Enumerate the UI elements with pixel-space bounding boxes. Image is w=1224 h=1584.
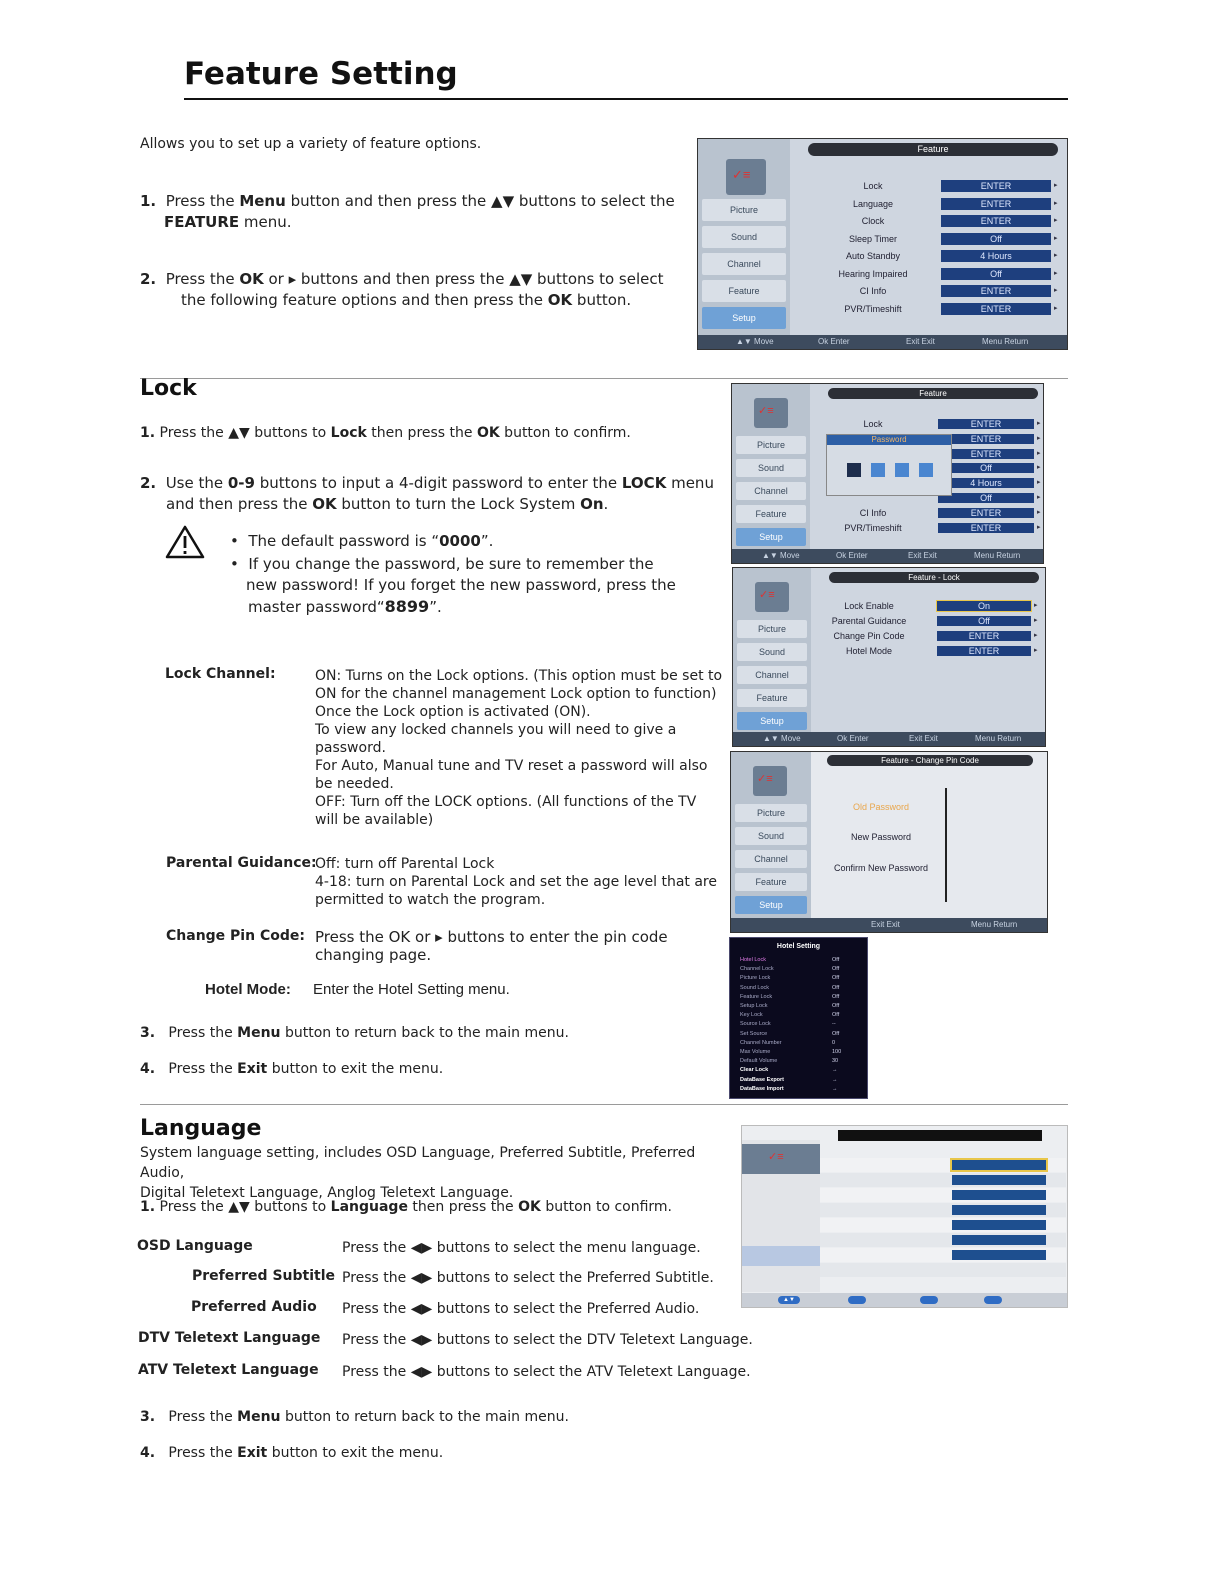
hotel-row-label: Set Source xyxy=(740,1030,768,1037)
hotel-row-value[interactable]: 30 xyxy=(832,1058,839,1065)
row-label: CI Info xyxy=(859,286,887,296)
desc-line: OFF: Turn off the LOCK options. (All functions of the TV xyxy=(315,794,697,810)
hotel-row-label: Default Volume xyxy=(740,1058,778,1065)
language-step-3: 3. Press the Menu button to return back to the main menu. xyxy=(140,1409,569,1425)
language-step-1: 1. Press the ▲▼ buttons to Language then press the OK button to confirm. xyxy=(140,1199,673,1215)
menu-row[interactable] xyxy=(698,232,1067,246)
row-value[interactable]: Off xyxy=(938,493,1034,503)
row-label: Hotel Mode xyxy=(845,646,893,656)
desc-line: For Auto, Manual tune and TV reset a password will also xyxy=(315,758,708,774)
row-value[interactable] xyxy=(952,1190,1046,1200)
sidebar-item-sound[interactable]: Sound xyxy=(737,643,807,661)
row-value[interactable]: ENTER xyxy=(938,434,1034,444)
hotel-row[interactable] xyxy=(740,974,858,982)
sidebar-item-channel[interactable]: Channel xyxy=(737,666,807,684)
hotel-row-value[interactable]: 100 xyxy=(832,1049,842,1055)
password-popup: Password xyxy=(826,434,952,496)
osd-language-desc: Press the ◀▶ buttons to select the menu language. xyxy=(342,1240,701,1256)
row-value[interactable]: ENTER xyxy=(941,198,1051,210)
sidebar-item-feature[interactable]: Feature xyxy=(737,689,807,707)
sidebar-item-setup[interactable]: Setup xyxy=(736,528,806,546)
divider xyxy=(945,788,947,902)
menu-row[interactable] xyxy=(733,645,1045,657)
menu-row[interactable] xyxy=(733,615,1045,627)
desc-line: To view any locked channels you will need to give a password. xyxy=(315,722,677,756)
hotel-row-value[interactable]: Off xyxy=(832,975,840,982)
arrow-right-icon: ▸ xyxy=(1037,449,1041,457)
arrow-right-icon: ▸ xyxy=(1054,234,1058,242)
sidebar-item-feature[interactable]: Feature xyxy=(702,280,786,302)
arrow-right-icon: ▸ xyxy=(1034,647,1038,654)
sidebar-item-channel[interactable]: Channel xyxy=(736,482,806,500)
checklist-pencil-icon: ✓≡ xyxy=(754,398,788,428)
hotel-row-label: Max Volume xyxy=(740,1049,771,1055)
hotel-row-label: Setup Lock xyxy=(740,1003,768,1009)
desc-line: be needed. xyxy=(315,776,394,792)
hotel-row-value[interactable]: → xyxy=(832,1085,838,1092)
hotel-row-value[interactable]: Off xyxy=(832,966,840,973)
row-value[interactable]: 4 Hours xyxy=(941,250,1051,262)
password-screen xyxy=(731,383,1044,564)
row-value[interactable]: ENTER xyxy=(941,303,1051,315)
hotel-row-value[interactable]: Off xyxy=(832,993,840,1000)
language-menu-screen xyxy=(741,1125,1068,1308)
hotel-row-value[interactable]: Off xyxy=(832,957,840,963)
row-label: Language xyxy=(852,198,894,209)
page-title: Feature Setting xyxy=(184,56,458,92)
intro-text: Allows you to set up a variety of feature options. xyxy=(140,136,482,152)
hotel-row[interactable] xyxy=(740,1048,858,1056)
note-master-password: • If you change the password, be sure to remember the new password! If you forget the new password, press the master password“8899”. xyxy=(230,555,676,616)
sidebar-item-feature[interactable]: Feature xyxy=(736,505,806,523)
row-label: Clock xyxy=(861,216,885,226)
lock-step-1: 1. Press the ▲▼ buttons to Lock then press the OK button to confirm. xyxy=(140,425,631,441)
row-label: Lock xyxy=(863,419,883,429)
preferred-audio-label: Preferred Audio xyxy=(191,1299,317,1315)
arrow-right-icon: ▸ xyxy=(1037,523,1041,531)
menu-row[interactable] xyxy=(698,249,1067,263)
hotel-row-value[interactable]: -- xyxy=(832,1021,836,1028)
arrow-right-icon: ▸ xyxy=(1034,617,1038,624)
language-step-4: 4. Press the Exit button to exit the menu. xyxy=(140,1445,444,1461)
row-label: CI Info xyxy=(859,507,887,518)
sidebar-item-picture[interactable]: Picture xyxy=(735,804,807,822)
arrow-right-icon: ▸ xyxy=(1034,632,1038,639)
dtv-teletext-desc: Press the ◀▶ buttons to select the DTV Teletext Language. xyxy=(342,1332,753,1348)
screen-footer: ▲▼ xyxy=(742,1293,1067,1307)
checklist-pencil-icon: ✓≡ xyxy=(753,766,787,796)
row-value[interactable]: ENTER xyxy=(941,285,1051,297)
desc-line: ON for the channel management Lock option to function) xyxy=(315,686,717,702)
menu-row[interactable] xyxy=(732,522,1043,534)
screen-header: Hotel Setting xyxy=(776,943,821,950)
screen-header xyxy=(838,1130,1042,1141)
row-value[interactable]: Off xyxy=(937,616,1031,626)
menu-row[interactable] xyxy=(698,302,1067,316)
hotel-row-label: Picture Lock xyxy=(740,975,771,982)
menu-row[interactable] xyxy=(698,179,1067,193)
row-label: Change Pin Code xyxy=(833,631,905,641)
note-default-password: • The default password is “0000”. xyxy=(230,532,494,550)
row-label: Auto Standby xyxy=(845,251,901,261)
menu-row[interactable] xyxy=(698,267,1067,281)
selected-sidebar-item[interactable] xyxy=(742,1246,820,1266)
preferred-subtitle-label: Preferred Subtitle xyxy=(192,1268,335,1284)
arrow-right-icon: ▸ xyxy=(1034,602,1038,609)
sidebar-item-feature[interactable]: Feature xyxy=(735,873,807,891)
arrow-right-icon: ▸ xyxy=(1037,434,1041,442)
hotel-row-value[interactable]: Off xyxy=(832,1012,840,1019)
pin-digit-box[interactable] xyxy=(919,463,933,477)
sidebar-item-picture[interactable]: Picture xyxy=(736,436,806,454)
sidebar-item-setup[interactable]: Setup xyxy=(737,712,807,730)
lock-step-4: 4. Press the Exit button to exit the menu. xyxy=(140,1061,444,1077)
menu-row[interactable] xyxy=(820,1263,1066,1277)
desc-line: Press the OK or ▸ buttons to enter the pin code xyxy=(315,928,668,946)
hotel-row-label: Clear Lock xyxy=(740,1067,769,1074)
hotel-setting-screen xyxy=(729,937,868,1099)
preferred-subtitle-desc: Press the ◀▶ buttons to select the Preferred Subtitle. xyxy=(342,1270,714,1286)
hotel-row-value[interactable]: → xyxy=(832,1067,838,1074)
screen-header: Feature - Lock xyxy=(829,572,1039,583)
row-value[interactable] xyxy=(952,1205,1046,1215)
change-pin-desc xyxy=(315,928,735,964)
feature-menu-screen xyxy=(697,138,1068,350)
sidebar-item-setup[interactable]: Setup xyxy=(735,896,807,914)
hotel-row-label: Sound Lock xyxy=(740,984,770,991)
row-value[interactable]: ENTER xyxy=(937,646,1031,656)
hotel-row-label: Source Lock xyxy=(740,1021,771,1028)
menu-row[interactable] xyxy=(732,418,1043,430)
screen-footer: ▲▼ Move Ok Enter Exit Exit Menu Return xyxy=(733,732,1045,746)
sidebar-item-sound[interactable]: Sound xyxy=(735,827,807,845)
intro-step-1: 1. Press the Menu button and then press the ▲▼ buttons to select the FEATURE menu. xyxy=(140,192,675,231)
hotel-row-value[interactable]: Off xyxy=(832,984,840,991)
arrow-right-icon: ▸ xyxy=(1054,252,1058,259)
hotel-row[interactable] xyxy=(740,1030,858,1038)
hotel-row[interactable] xyxy=(740,1011,858,1019)
arrow-right-icon: ▸ xyxy=(1054,287,1058,294)
row-value[interactable]: On xyxy=(937,601,1031,611)
menu-row[interactable] xyxy=(732,507,1043,519)
sidebar-item-channel[interactable]: Channel xyxy=(735,850,807,868)
title-rule xyxy=(184,98,1068,100)
sidebar-item-sound[interactable]: Sound xyxy=(702,226,786,248)
language-heading: Language xyxy=(140,1116,262,1141)
change-pin-label: Change Pin Code: xyxy=(166,928,305,944)
lock-channel-label: Lock Channel: xyxy=(165,666,276,682)
arrow-right-icon: ▸ xyxy=(1054,269,1058,277)
row-label: Hearing Impaired xyxy=(838,268,908,279)
lock-step-2: 2. Use the 0-9 buttons to input a 4-digit password to enter the LOCK menu and then press the OK button to turn the Lock System On. xyxy=(140,474,714,513)
hotel-row-label: Channel Lock xyxy=(740,966,774,973)
lock-step-3: 3. Press the Menu button to return back to the main menu. xyxy=(140,1025,569,1041)
pin-digit-box[interactable] xyxy=(871,463,885,477)
parental-guidance-label: Parental Guidance: xyxy=(166,855,317,871)
screen-footer: ▲▼ Move Ok Enter Exit Exit Menu Return xyxy=(732,549,1043,563)
hotel-mode-label: Hotel Mode: xyxy=(205,981,291,998)
warning-triangle-icon xyxy=(165,525,205,559)
row-label: PVR/Timeshift xyxy=(844,303,902,314)
desc-line: Off: turn off Parental Lock xyxy=(315,856,495,872)
arrow-right-icon: ▸ xyxy=(1054,199,1058,207)
menu-row[interactable] xyxy=(733,600,1045,612)
confirm-new-password-row[interactable]: Confirm New Password xyxy=(833,863,929,873)
hotel-mode-desc: Enter the Hotel Setting menu. xyxy=(313,981,510,998)
parental-guidance-desc xyxy=(315,855,735,909)
hotel-row[interactable] xyxy=(740,956,858,964)
menu-row[interactable] xyxy=(733,630,1045,642)
dtv-teletext-label: DTV Teletext Language xyxy=(138,1330,321,1346)
row-value[interactable]: 4 Hours xyxy=(938,478,1034,488)
sidebar-item-sound[interactable]: Sound xyxy=(736,459,806,477)
lock-channel-desc xyxy=(315,667,735,829)
hotel-row[interactable] xyxy=(740,1066,858,1074)
row-label: Lock Enable xyxy=(844,601,894,611)
row-value[interactable]: ENTER xyxy=(938,449,1034,459)
row-value[interactable]: ENTER xyxy=(937,631,1031,641)
change-pin-screen xyxy=(730,751,1048,933)
hotel-row[interactable] xyxy=(740,1085,858,1093)
checklist-pencil-icon: ✓≡ xyxy=(726,159,766,195)
row-value[interactable] xyxy=(952,1175,1046,1185)
row-value[interactable] xyxy=(952,1220,1046,1230)
screen-header: Feature xyxy=(808,143,1058,156)
desc-line: permitted to watch the program. xyxy=(315,892,546,908)
hotel-row-label: Key Lock xyxy=(740,1012,763,1019)
menu-row[interactable] xyxy=(698,214,1067,228)
old-password-row[interactable]: Old Password xyxy=(852,802,910,812)
screen-footer: Exit Exit Menu Return xyxy=(731,918,1047,932)
atv-teletext-desc: Press the ◀▶ buttons to select the ATV Teletext Language. xyxy=(342,1364,751,1380)
row-value[interactable] xyxy=(952,1235,1046,1245)
lock-heading: Lock xyxy=(140,376,197,401)
desc-line: Once the Lock option is activated (ON). xyxy=(315,704,591,720)
hotel-row-label: Channel Number xyxy=(740,1039,782,1046)
row-value[interactable]: ENTER xyxy=(938,523,1034,533)
sidebar-item-setup[interactable]: Setup xyxy=(702,307,786,329)
desc-line: changing page. xyxy=(315,946,432,964)
screen-header: Feature - Change Pin Code xyxy=(827,755,1033,766)
arrow-right-icon: ▸ xyxy=(1037,479,1041,487)
pin-digit-box[interactable] xyxy=(895,463,909,477)
row-value[interactable]: ENTER xyxy=(941,215,1051,227)
hotel-row[interactable] xyxy=(740,1002,858,1010)
new-password-row[interactable]: New Password xyxy=(850,832,912,842)
section-rule xyxy=(140,378,1068,379)
hotel-row-value[interactable]: → xyxy=(832,1076,838,1083)
sidebar-item-picture[interactable]: Picture xyxy=(702,199,786,221)
hotel-row[interactable] xyxy=(740,993,858,1001)
row-label: Lock xyxy=(863,181,883,191)
hotel-row-value[interactable]: 0 xyxy=(832,1039,836,1046)
arrow-right-icon: ▸ xyxy=(1037,494,1041,501)
hotel-row-label: Hotel Lock xyxy=(740,957,766,963)
section-rule xyxy=(140,1104,1068,1105)
row-value[interactable]: ENTER xyxy=(938,419,1034,429)
row-value[interactable] xyxy=(952,1250,1046,1260)
desc-line: 4-18: turn on Parental Lock and set the age level that are xyxy=(315,874,717,890)
osd-language-label: OSD Language xyxy=(137,1238,253,1254)
hotel-row-value[interactable]: Off xyxy=(832,1003,840,1009)
hotel-row-label: DataBase Import xyxy=(740,1085,784,1092)
pin-digit-box[interactable] xyxy=(847,463,861,477)
hotel-row-value[interactable]: Off xyxy=(832,1030,840,1037)
menu-row[interactable] xyxy=(698,197,1067,211)
feature-lock-screen xyxy=(732,567,1046,747)
arrow-right-icon: ▸ xyxy=(1054,217,1058,224)
arrow-right-icon: ▸ xyxy=(1037,420,1041,427)
hotel-row[interactable] xyxy=(740,1039,858,1047)
hotel-row[interactable] xyxy=(740,1076,858,1084)
hotel-row[interactable] xyxy=(740,1057,858,1065)
sidebar-item-channel[interactable]: Channel xyxy=(702,253,786,275)
checklist-pencil-icon: ✓≡ xyxy=(742,1144,820,1174)
screen-footer: ▲▼ Move Ok Enter Exit Exit Menu Return xyxy=(698,335,1067,349)
checklist-pencil-icon: ✓≡ xyxy=(755,582,789,612)
row-label: Parental Guidance xyxy=(831,616,907,626)
row-value[interactable]: Off xyxy=(941,268,1051,280)
hotel-row-label: DataBase Export xyxy=(740,1076,785,1083)
row-label: Sleep Timer xyxy=(848,233,898,244)
hotel-row[interactable] xyxy=(740,965,858,973)
preferred-audio-desc: Press the ◀▶ buttons to select the Preferred Audio. xyxy=(342,1301,700,1317)
intro-step-2: 2. Press the OK or ▸ buttons and then press the ▲▼ buttons to select the following feature options and then press the OK button. xyxy=(140,270,664,309)
row-label: PVR/Timeshift xyxy=(844,522,902,533)
row-value[interactable]: ENTER xyxy=(941,180,1051,192)
hotel-row[interactable] xyxy=(740,1020,858,1028)
atv-teletext-label: ATV Teletext Language xyxy=(138,1362,319,1378)
language-description: System language setting, includes OSD Language, Preferred Subtitle, Preferred Audio, Digital Teletext Language, Anglog Teletext Language. xyxy=(140,1145,696,1201)
row-value[interactable]: Off xyxy=(941,233,1051,245)
hotel-row[interactable] xyxy=(740,984,858,992)
row-value[interactable]: Off xyxy=(938,463,1034,473)
hotel-row-label: Feature Lock xyxy=(740,993,773,1000)
row-value[interactable]: ENTER xyxy=(938,508,1034,518)
desc-line: will be available) xyxy=(315,812,434,828)
arrow-right-icon: ▸ xyxy=(1054,182,1058,189)
row-value[interactable] xyxy=(952,1160,1046,1170)
arrow-right-icon: ▸ xyxy=(1037,508,1041,516)
sidebar-item-picture[interactable]: Picture xyxy=(737,620,807,638)
screen-header: Feature xyxy=(828,388,1038,399)
arrow-right-icon: ▸ xyxy=(1054,304,1058,312)
arrow-right-icon: ▸ xyxy=(1037,464,1041,472)
menu-row[interactable] xyxy=(698,284,1067,298)
desc-line: ON: Turns on the Lock options. (This option must be set to xyxy=(315,668,723,684)
